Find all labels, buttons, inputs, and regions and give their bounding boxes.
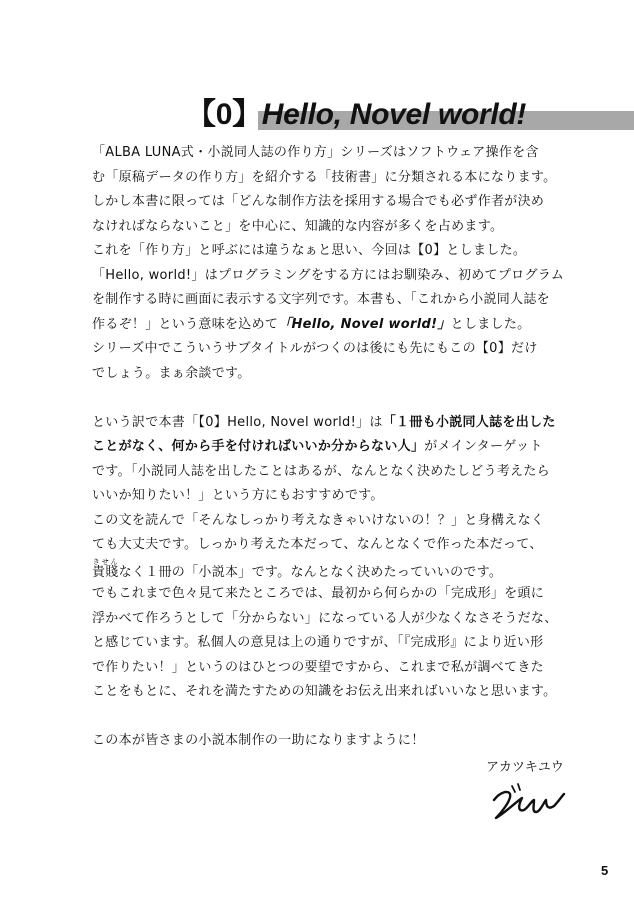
text-line: いいか知りたい！」という方にもおすすめです。 <box>92 488 384 503</box>
emphasis-text: 「１冊も小説同人誌を出した <box>382 414 556 430</box>
text-line: 浮かべて作ろうとして「分からない」になっている人が少なくなさそうだな、 <box>92 610 558 626</box>
text-line: と感じています。私個人の意見は上の通りですが、「『完成形』により近い形 <box>92 635 544 650</box>
ruby-word <box>92 557 119 580</box>
text-segment: という訳で本書「【0】Hello, Novel world!」は <box>92 414 383 430</box>
page-title <box>186 90 526 140</box>
text-segment: 作るぞ！」という意味を込めて <box>92 316 279 332</box>
paragraph-gap <box>92 705 582 730</box>
author-name: アカツキユウ <box>486 760 564 775</box>
ruby-base: 貴賤 <box>92 564 119 580</box>
text-line: でしょう。まぁ余談です。 <box>92 365 251 381</box>
text-line <box>92 313 582 338</box>
ruby-reading: きせん <box>92 557 119 566</box>
text-line <box>92 411 582 436</box>
text-line: 「Hello, world!」はプログラミングをする方にはお馴染み、初めてプログラム <box>92 267 565 283</box>
text-line: を制作する時に画面に表示する文字列です。本書も、「これから小説同人誌を <box>92 292 550 307</box>
text-line <box>92 435 582 460</box>
text-line: む「原稿データの作り方」を紹介する「技術書」に分類される本になります。 <box>92 169 557 185</box>
text-line: これを「作り方」と呼ぶには違うなぁと思い、今回は【0】としました。 <box>92 243 527 258</box>
text-segment: がメインターゲット <box>424 439 543 454</box>
title-bracket: 【0】 <box>186 98 262 131</box>
handwritten-signature <box>488 780 568 822</box>
text-line <box>92 558 582 583</box>
text-line: しかし本書に限っては「どんな制作方法を採用する場合でも必ず作者が決め <box>92 194 545 209</box>
text-line: シリーズ中でこういうサブタイトルがつくのは後にも先にもこの【0】だけ <box>92 341 538 356</box>
body-text <box>92 141 582 754</box>
text-line: 「ALBA LUNA式・小説同人誌の作り方」シリーズはソフトウェア操作を含 <box>92 145 539 160</box>
paragraph-gap <box>92 386 582 411</box>
closing-line: この本が皆さまの小説本制作の一助になりますように！ <box>92 733 425 748</box>
page-number: 5 <box>601 863 609 878</box>
text-line: ことをもとに、それを満たすための知識をお伝え出来ればいいなと思います。 <box>92 684 557 699</box>
text-line: なければならないこと」を中心に、知識的な内容が多くを占めます。 <box>92 218 504 234</box>
title-text: Hello, Novel world! <box>261 98 527 131</box>
emphasis-text: ことがなく、何から手を付ければいいか分からない人」 <box>92 439 425 454</box>
text-line: ても大丈夫です。しっかり考えた本だって、なんとなくで作った本だって、 <box>92 537 543 552</box>
text-segment: なく１冊の「小説本」です。なんとなく決めたっていいのです。 <box>118 564 503 580</box>
text-line: です。「小説同人誌を出したことはあるが、なんとなく決めたしどう考えたら <box>92 463 550 479</box>
text-line: で作りたい！」というのはひとつの要望ですから、これまで私が調べてきた <box>92 659 544 675</box>
text-line: でもこれまで色々見て来たところでは、最初から何らかの「完成形」を頭に <box>92 586 545 601</box>
text-segment: としました。 <box>450 316 531 332</box>
emphasis-text: 「Hello, Novel world!」 <box>278 316 451 332</box>
text-line: この文を読んで「そんなしっかり考えなきゃいけないの！？」と身構えなく <box>92 512 545 528</box>
